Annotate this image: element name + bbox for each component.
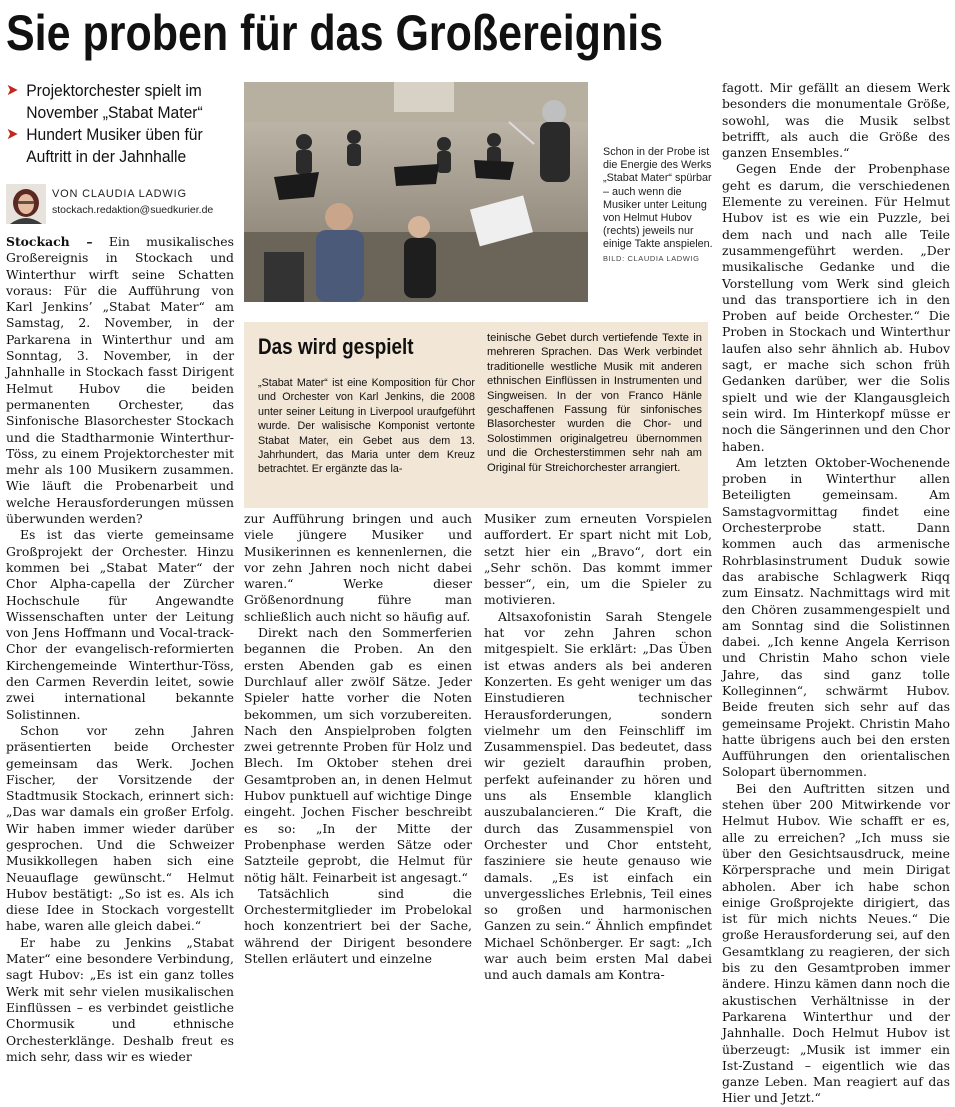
infobox [244,322,708,508]
infobox-text-left: „Stabat Mater“ ist eine Komposition für Chor und Orchester von Karl Jenkins, die 2008 unter seiner Leitung in Liverpool uraufgeführt wurde. Der walisische Komponist vertonte Stabat Mater, ein Gebet aus dem 13. Jahrhundert, das Maria unter dem Kreuz betrachtet. Er ergänzte das la- [258,377,475,476]
red-arrow-icon: ➤ [6,82,19,99]
infobox-title: Das wird gespielt [258,334,414,359]
rehearsal-photo [244,82,588,302]
red-arrow-icon: ➤ [6,126,19,143]
article-column-1 [6,234,234,1064]
dateline: Stockach – [6,234,93,249]
author-email[interactable]: stockach.redaktion@suedkurier.de [52,204,214,216]
paragraph: Musiker zum erneuten Vorspielen auffordert. Er spart nicht mit Lob, setzt hier ein „Bravo“, dort ein „Sehr schön. Das kommt immer besser“, ein, um die Spieler zu motivieren. [484,511,712,608]
caption-text: Schon in der Probe ist die Energie des Werks „Stabat Mater“ spürbar – auch wenn die Musiker unter Leitung von Helmut Hubov (rechts) jeweils nur einige Takte anspielen. [603,146,713,251]
paragraph: Am letzten Oktober-Wochenende proben in Winterthur allen Beteiligten gemeinsam. Am Samstagvormittag findet eine Orchesterprobe statt. Dann kommen auch das armenische Rohrblasinstrument Duduk sowie das arabische Schlagwerk Riqq zum Einsatz. Nachmittags wird mit den Chören zusammengespielt und am Sonntag sind die Solistinnen dabei. „Ich kenne Angela Kerrison und Christin Maho schon viele Jahre, das sind ganz tolle Kolleginnen“, schwärmt Hubov. Beide freuten sich sehr auf das gemeinsame Projekt. Christin Maho hatte übrigens auch bei den ersten Aufführungen den orientalischen Solopart übernommen. [722,454,950,780]
kicker-item [6,80,236,124]
paragraph: fagott. Mir gefällt an diesem Werk besonders die monumentale Größe, sowohl, was die Musik selbst betrifft, als auch die Größe des ganzen Ensembles.“ [722,80,950,161]
paragraph: Direkt nach den Sommerferien begannen die Proben. An den ersten Abenden gab es einen Durchlauf aller zwölf Sätze. Jeder Spieler hatte vorher die Noten bekommen, um sich vorzubereiten. Nach den Anspielproben folgten zwei getrennte Proben für Holz und Blech. Im Oktober stehen drei Gesamtproben an, in denen Helmut Hubov punktuell auf wichtige Dinge eingeht. Jochen Fischer beschreibt es so: „In der Mitte der Probenphase werden Sätze oder Satzteile geprobt, die Helmut für nötig hält. Feinarbeit ist angesagt.“ [244,625,472,885]
headline: Sie proben für das Großereignis [6,5,664,61]
paragraph: Schon vor zehn Jahren präsentierten beide Orchester gemeinsam das Werk. Jochen Fischer, der Vorsitzende der Stadtmusik Stockach, erinnert sich: „Das war damals ein großer Erfolg. Wir haben immer wieder darüber gesprochen. Und die Schweizer Musikkollegen haben sich eine Neuauflage gewünscht.“ Helmut Hubov bestätigt: „So ist es. Als ich diese Idee in Stockach vorgestellt habe, waren alle gleich dabei.“ [6,722,234,934]
paragraph: Ein musikalisches Großereignis in Stockach und Winterthur wirft seine Schatten voraus: Für die Aufführung von Karl Jenkins’ „Stabat Mater“ am Samstag, 2. November, in der Parkarena in Winterthur und am Sonntag, 3. November, in der Jahnhalle in Stockach fasst Dirigent Helmut Hubov die beiden permanenten Orchester, das Sinfonische Blasorchester Stockach und die Stadtharmonie Winterthur-Töss, zu einem Projektorchester mit mehr als 100 Musikern zusammen. Wie läuft die Probenarbeit und welche Herausforderungen müssen überwunden werden? [6,234,234,527]
byline [6,184,238,228]
kicker-item [6,124,236,168]
kicker-text: Hundert Musiker üben für Auftritt in der Jahnhalle [26,125,203,166]
photo-credit: BILD: CLAUDIA LADWIG [603,253,700,263]
article-column-4 [722,80,950,1106]
author-avatar [6,184,46,224]
paragraph: Er habe zu Jenkins „Stabat Mater“ eine besondere Verbindung, sagt Hubov: „Es ist ein ganz tolles Werk mit sehr vielen musikalischen Einflüssen – es verbindet geistliche Chormusik und ethnische Orchesterklänge. Deshalb freut es mich sehr, dass wir es wieder [6,934,234,1064]
author-name: VON CLAUDIA LADWIG [52,188,187,200]
infobox-text-right: teinische Gebet durch vertiefende Texte in mehreren Sprachen. Das Werk verbindet traditionelle westliche Musik mit anderen ethnischen Einflüssen in Instrumenten und Singweisen. In der von Franco Hänle geschaffenen Fassung für sinfonisches Blasorchester wurden die Chor- und Solostimmen originalgetreu übernommen und die Orchesterstimmen sehr nah am Original für Streichorchester arrangiert. [487,332,702,474]
photo-caption [603,146,715,265]
kicker-text: Projektorchester spielt im November „Stabat Mater“ [26,81,203,122]
article-column-3 [484,511,712,983]
article-column-2 [244,511,472,967]
paragraph: Altsaxofonistin Sarah Stengele hat vor zehn Jahren schon mitgespielt. Sie erklärt: „Das Üben ist etwas anders als bei anderen Konzerten. Es geht weniger um das Einstudieren technischer Herausforderungen, sondern vielmehr um den Feinschliff im Zusammenspiel. Das bedeutet, dass wir gezielt daraufhin proben, perfekt aufeinander zu hören und uns als Ensemble klanglich auszubalancieren.“ Die Kraft, die durch das Zusammenspiel von Orchester und Chor entsteht, fasziniere sie heute genauso wie damals. „Es ist einfach ein unvergessliches Erlebnis, Teil eines so großen und harmonischen Ganzen zu sein.“ Ähnlich empfindet Michael Schönberger. Er sagt: „Ich war auch beim ersten Mal dabei und auch damals am Kontra- [484,608,712,983]
paragraph: Bei den Auftritten sitzen und stehen über 200 Mitwirkende vor Helmut Hubov. Wie schafft er es, alle zu erreichen? „Ich muss sie über den Gesichtsausdruck, meine Körpersprache und mein Dirigat abholen. Aber ich habe schon einige Großprojekte dirigiert, das ist für mich nichts Neues.“ Die große Herausforderung sei, auf den Gesamtklang zu reagieren, der sich bis zu den Gesamtproben immer ändere. Hinzu kämen dann noch die akustischen Verhältnisse in der Parkarena Winterthur und der Jahnhalle. Doch Helmut Hubov ist überzeugt: „Musik ist immer ein Ist-Zustand – eigentlich wie das ganze Leben. Man reagiert auf das Hier und Jetzt.“ [722,780,950,1106]
paragraph: Es ist das vierte gemeinsame Großprojekt der Orchester. Hinzu kommen bei „Stabat Mater“ der Chor Alpha-capella der Zürcher Hochschule für Angewandte Wissenschaften unter der Leitung von Jens Hoffmann und Vocal-track-Chor der evangelisch-reformierten Kirchengemeinde Winterthur-Töss, den Carmen Reverdin leitet, sowie zwei international bekannte Solistinnen. [6,527,234,722]
paragraph: Tatsächlich sind die Orchestermitglieder im Probelokal hoch konzentriert bei der Sache, während der Dirigent besondere Stellen erläutert und einzelne [244,885,472,967]
kicker-list [6,80,236,168]
paragraph: zur Aufführung bringen und auch viele jüngere Musiker und Musikerinnen es kennenlernen, die vor zehn Jahren noch nicht dabei waren.“ Werke dieser Größenordnung führe man schließlich auch nicht so häufig auf. [244,511,472,624]
paragraph: Gegen Ende der Probenphase geht es darum, die verschiedenen Elemente zu vereinen. Für Helmut Hubov ist es wie ein Puzzle, bei dem nach und nach alle Teile zusammengeführt werden. „Der musikalische Gedanke und die Vorstellung vom Werk sind gleich und das transportiere ich in den Proben auf beide Orchester.“ Die Proben in Stockach und Winterthur laufen also sehr ähnlich ab. Hubov sagt, er mache sich schon früh Gedanken darüber, wer die Solis spielt und wie der Klangausgleich sein wird. Im Hinterkopf müsse er noch die Sängerinnen und den Chor haben. [722,161,950,454]
